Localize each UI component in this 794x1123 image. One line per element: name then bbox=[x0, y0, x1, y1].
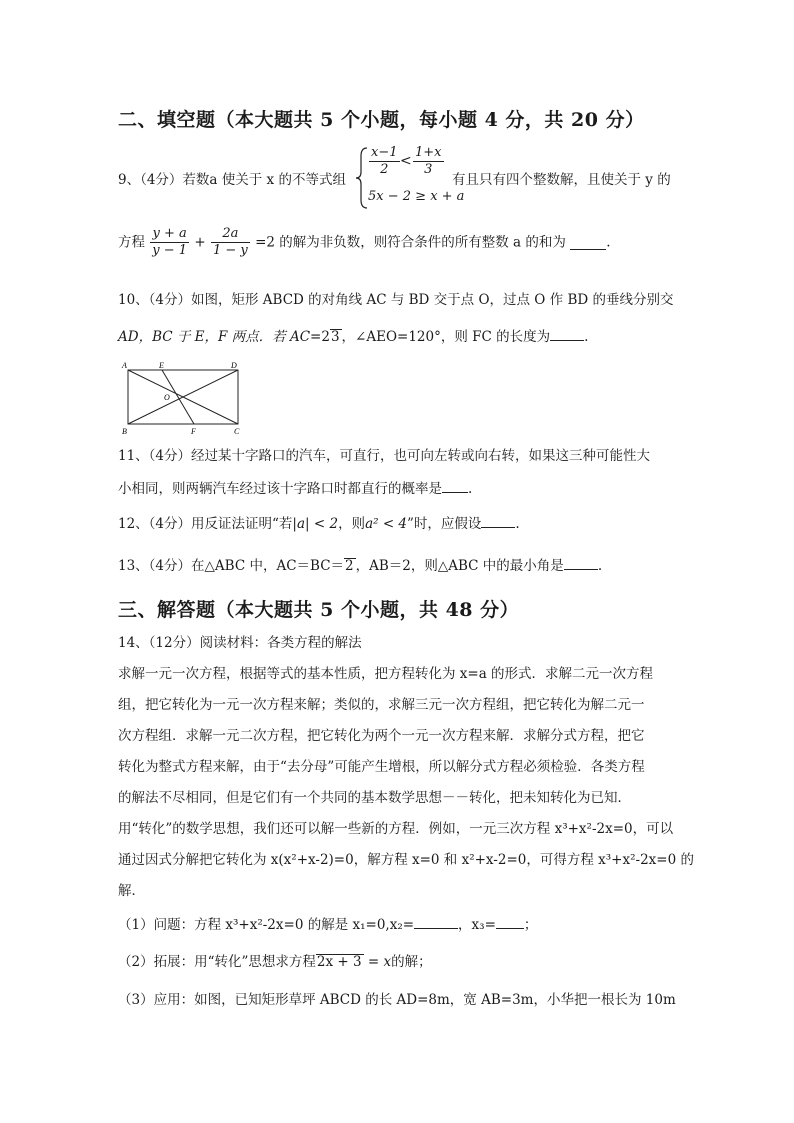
q14-sqrt: 2x + 3 bbox=[316, 954, 362, 970]
label-a: A bbox=[122, 361, 127, 370]
q14-paragraph-line-7: 通过因式分解把它转化为 x(x²+x-2)=0，解方程 x=0 和 x²+x-2=0，可得方程 x³+x²-2x=0 的 bbox=[118, 852, 694, 868]
q10-sqrt: 3 bbox=[330, 329, 340, 345]
q11-answer-blank[interactable] bbox=[442, 478, 468, 493]
question-13: 13、（4分）在△ABC 中，AC＝BC＝2 ，AB＝2，则△ABC 中的最小角是 . bbox=[118, 555, 602, 576]
q9-frac-1: $\frac{y + a}{y - 1}$ bbox=[152, 226, 188, 258]
question-9-line-2: 方程 $\frac{y + a}{y - 1}$ + $\frac{2a}{1 - y}$ =2 的解为非负数，则符合条件的所有整数 a 的和为 . bbox=[118, 226, 611, 258]
q13-sqrt: 2 bbox=[345, 558, 354, 574]
q9-less-than: < bbox=[400, 153, 412, 169]
q14-paragraph-line-6: 用“转化”的数学思想，我们还可以解一些新的方程．例如，一元三次方程 x³+x²-2x=0，可以 bbox=[118, 821, 674, 837]
q14-paragraph-line-5: 的解法不尽相同，但是它们有一个共同的基本数学思想－－转化，把未知转化为已知． bbox=[118, 790, 631, 806]
q14-paragraph-line-3: 次方程组．求解一元二次方程，把它转化为两个一元一次方程来解．求解分式方程，把它 bbox=[118, 728, 645, 744]
q14-paragraph-line-8: 解． bbox=[118, 883, 145, 899]
rectangle-figure bbox=[118, 360, 248, 436]
label-f: F bbox=[191, 427, 196, 436]
q9-lead: 9、（4分）若数a 使关于 x 的不等式组 bbox=[118, 172, 346, 188]
q14-subquestion-3: （3）应用：如图，已知矩形草坪 ABCD 的长 AD=8m，宽 AB=3m，小华把一根长为 10m bbox=[118, 992, 676, 1008]
q12-square: a² < 4 bbox=[365, 516, 408, 532]
q10-answer-blank[interactable] bbox=[550, 326, 584, 341]
question-11-line-2: 小相同，则两辆汽车经过该十字路口时都直行的概率是 . bbox=[118, 478, 472, 499]
q14-x3-blank[interactable] bbox=[496, 914, 524, 929]
q12-abs: |a| < 2 bbox=[292, 516, 339, 532]
q9-inequality-2: 5x − 2 ≥ x + a bbox=[368, 189, 465, 204]
q13-answer-blank[interactable] bbox=[564, 555, 598, 570]
q14-subquestion-2: （2）拓展：用“转化”思想求方程2x + 3 = x的解； bbox=[118, 954, 432, 970]
q9-frac-left: $\frac{x-1}{2}$ bbox=[371, 145, 398, 177]
q14-paragraph-line-4: 转化为整式方程来解，由于“去分母”可能产生增根，所以解分式方程必须检验．各类方程 bbox=[118, 759, 645, 775]
q9-tail: 有且只有四个整数解，且使关于 y 的 bbox=[452, 172, 671, 188]
q9-answer-blank[interactable] bbox=[570, 235, 606, 250]
question-10-line-2: AD，BC 于 E，F 两点．若 AC=23 ，∠AEO=120°，则 FC 的长度为 . bbox=[118, 326, 588, 347]
q14-x2-blank[interactable] bbox=[414, 914, 458, 929]
question-10-line-1: 10、（4分）如图，矩形 ABCD 的对角线 AC 与 BD 交于点 O，过点 O 作 BD 的垂线分别交 bbox=[118, 292, 674, 308]
label-e: E bbox=[159, 361, 164, 370]
label-o: O bbox=[164, 393, 170, 402]
q14-paragraph-line-2: 组，把它转化为一元一次方程来解；类似的，求解三元一次方程组，把它转化为解二元一 bbox=[118, 697, 645, 713]
question-11-line-1: 11、（4分）经过某十字路口的汽车，可直行，也可向左转或向右转，如果这三种可能性大 bbox=[118, 448, 651, 464]
brace-icon bbox=[355, 146, 369, 210]
label-c: C bbox=[234, 427, 240, 436]
q12-answer-blank[interactable] bbox=[481, 513, 515, 528]
q14-paragraph-line-1: 求解一元一次方程，根据等式的基本性质，把方程转化为 x=a 的形式．求解二元一次方程 bbox=[118, 666, 654, 682]
q14-heading: 14、（12分）阅读材料：各类方程的解法 bbox=[118, 635, 362, 651]
q14-subquestion-1: （1）问题：方程 x³+x²-2x=0 的解是 x₁=0,x₂= ，x₃= ； bbox=[118, 914, 537, 935]
section-title-fill-in: 二、填空题（本大题共 5 个小题，每小题 4 分，共 20 分） bbox=[118, 109, 645, 131]
label-d: D bbox=[231, 361, 237, 370]
question-9-line-1 bbox=[118, 170, 346, 190]
q9-frac-2: $\frac{2a}{1 - y}$ bbox=[212, 226, 248, 258]
section-title-solutions: 三、解答题（本大题共 5 个小题，共 48 分） bbox=[118, 599, 520, 621]
q9-frac-right: $\frac{1+x}{3}$ bbox=[415, 145, 442, 177]
label-b: B bbox=[122, 427, 127, 436]
question-12: 12、（4分）用反证法证明“若|a| < 2，则a² < 4”时，应假设 . bbox=[118, 513, 520, 534]
